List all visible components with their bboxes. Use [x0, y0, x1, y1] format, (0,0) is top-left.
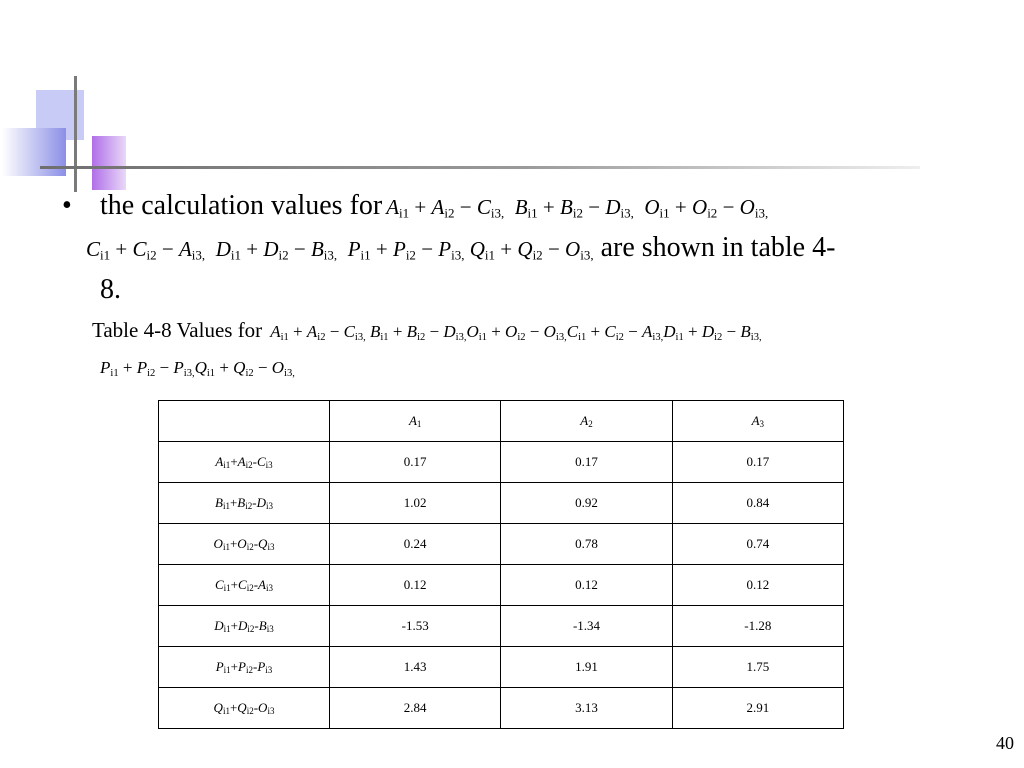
- formula-line-1: $A_{i1} + A_{i2} - C_{i3,}$ $B_{i1} + B_{i2} - D_{i3,}$ $O_{i1} + O_{i2} - O_{i3,}$: [386, 195, 769, 221]
- table-row-label: $C_{i1}+C_{i2}-A_{i3}$: [159, 565, 330, 606]
- table-cell: 0.24: [330, 524, 501, 565]
- decor-vertical-line: [74, 76, 77, 192]
- bullet-line-2: [86, 232, 835, 264]
- table-cell: 0.12: [672, 565, 843, 606]
- decor-square-purple: [92, 136, 126, 190]
- intro-text: the calculation values for: [100, 190, 383, 221]
- page-number: 40: [996, 733, 1014, 753]
- table-cell: 1.75: [672, 647, 843, 688]
- values-table: [158, 400, 844, 729]
- table-header-cell: $A_1$: [330, 401, 501, 442]
- table-header-cell: $A_3$: [672, 401, 843, 442]
- caption-text: Table 4-8 Values for: [92, 318, 263, 342]
- table-row-label: $Q_{i1}+Q_{i2}-O_{i3}$: [159, 688, 330, 729]
- decor-horizontal-line: [40, 166, 920, 169]
- table-cell: 2.84: [330, 688, 501, 729]
- table-row: [159, 647, 844, 688]
- bullet-dot-icon: •: [62, 190, 72, 221]
- table-row-label: $O_{i1}+O_{i2}-Q_{i3}$: [159, 524, 330, 565]
- table-row-label: $D_{i1}+D_{i2}-B_{i3}$: [159, 606, 330, 647]
- table-cell: -1.28: [672, 606, 843, 647]
- bullet-line-1: [62, 190, 768, 222]
- table-row-label: $A_{i1}+A_{i2}-C_{i3}$: [159, 442, 330, 483]
- table-header-cell: $A_2$: [501, 401, 672, 442]
- table-cell: 2.91: [672, 688, 843, 729]
- table-caption-cont: [100, 358, 295, 378]
- caption-formula-1: $A_{i1} + A_{i2} - C_{i3,}$ $B_{i1} + B_{i2} - D_{i3,}O_{i1} + O_{i2} - O_{i3,}C_{i1} + C_{i2} - A_{i3,}D_{i1} + D_{i2} - B_{i3,}$: [270, 322, 762, 343]
- table-row: [159, 565, 844, 606]
- table-cell: 3.13: [501, 688, 672, 729]
- formula-line-2: $C_{i1} + C_{i2} - A_{i3,}$ $D_{i1} + D_{i2} - B_{i3,}$ $P_{i1} + P_{i2} - P_{i3,}$ $Q_{i1} + Q_{i2} - O_{i3,}$: [86, 237, 594, 263]
- table-cell: 1.02: [330, 483, 501, 524]
- table-cell: 0.12: [330, 565, 501, 606]
- table-row: [159, 524, 844, 565]
- table-row: [159, 688, 844, 729]
- table-cell: 0.74: [672, 524, 843, 565]
- table-row-label: $P_{i1}+P_{i2}-P_{i3}$: [159, 647, 330, 688]
- table-row: [159, 483, 844, 524]
- bullet-line-3: [100, 274, 121, 306]
- table-cell: -1.34: [501, 606, 672, 647]
- caption-formula-2: $P_{i1} + P_{i2} - P_{i3,}Q_{i1} + Q_{i2} - O_{i3,}$: [100, 358, 295, 379]
- table-row: [159, 606, 844, 647]
- table-row-label: $B_{i1}+B_{i2}-D_{i3}$: [159, 483, 330, 524]
- table-cell: 0.78: [501, 524, 672, 565]
- shown-text: are shown in table 4-: [600, 232, 836, 263]
- table-header-row: [159, 401, 844, 442]
- table-cell: 0.92: [501, 483, 672, 524]
- table-cell: 1.91: [501, 647, 672, 688]
- table-cell: 0.12: [501, 565, 672, 606]
- table-cell: -1.53: [330, 606, 501, 647]
- table-caption: [92, 318, 762, 343]
- table-row: [159, 442, 844, 483]
- table-corner-cell: [159, 401, 330, 442]
- table-cell: 0.17: [330, 442, 501, 483]
- shown-text-cont: 8.: [100, 274, 121, 305]
- table-cell: 0.17: [672, 442, 843, 483]
- table-cell: 1.43: [330, 647, 501, 688]
- table-cell: 0.84: [672, 483, 843, 524]
- table-cell: 0.17: [501, 442, 672, 483]
